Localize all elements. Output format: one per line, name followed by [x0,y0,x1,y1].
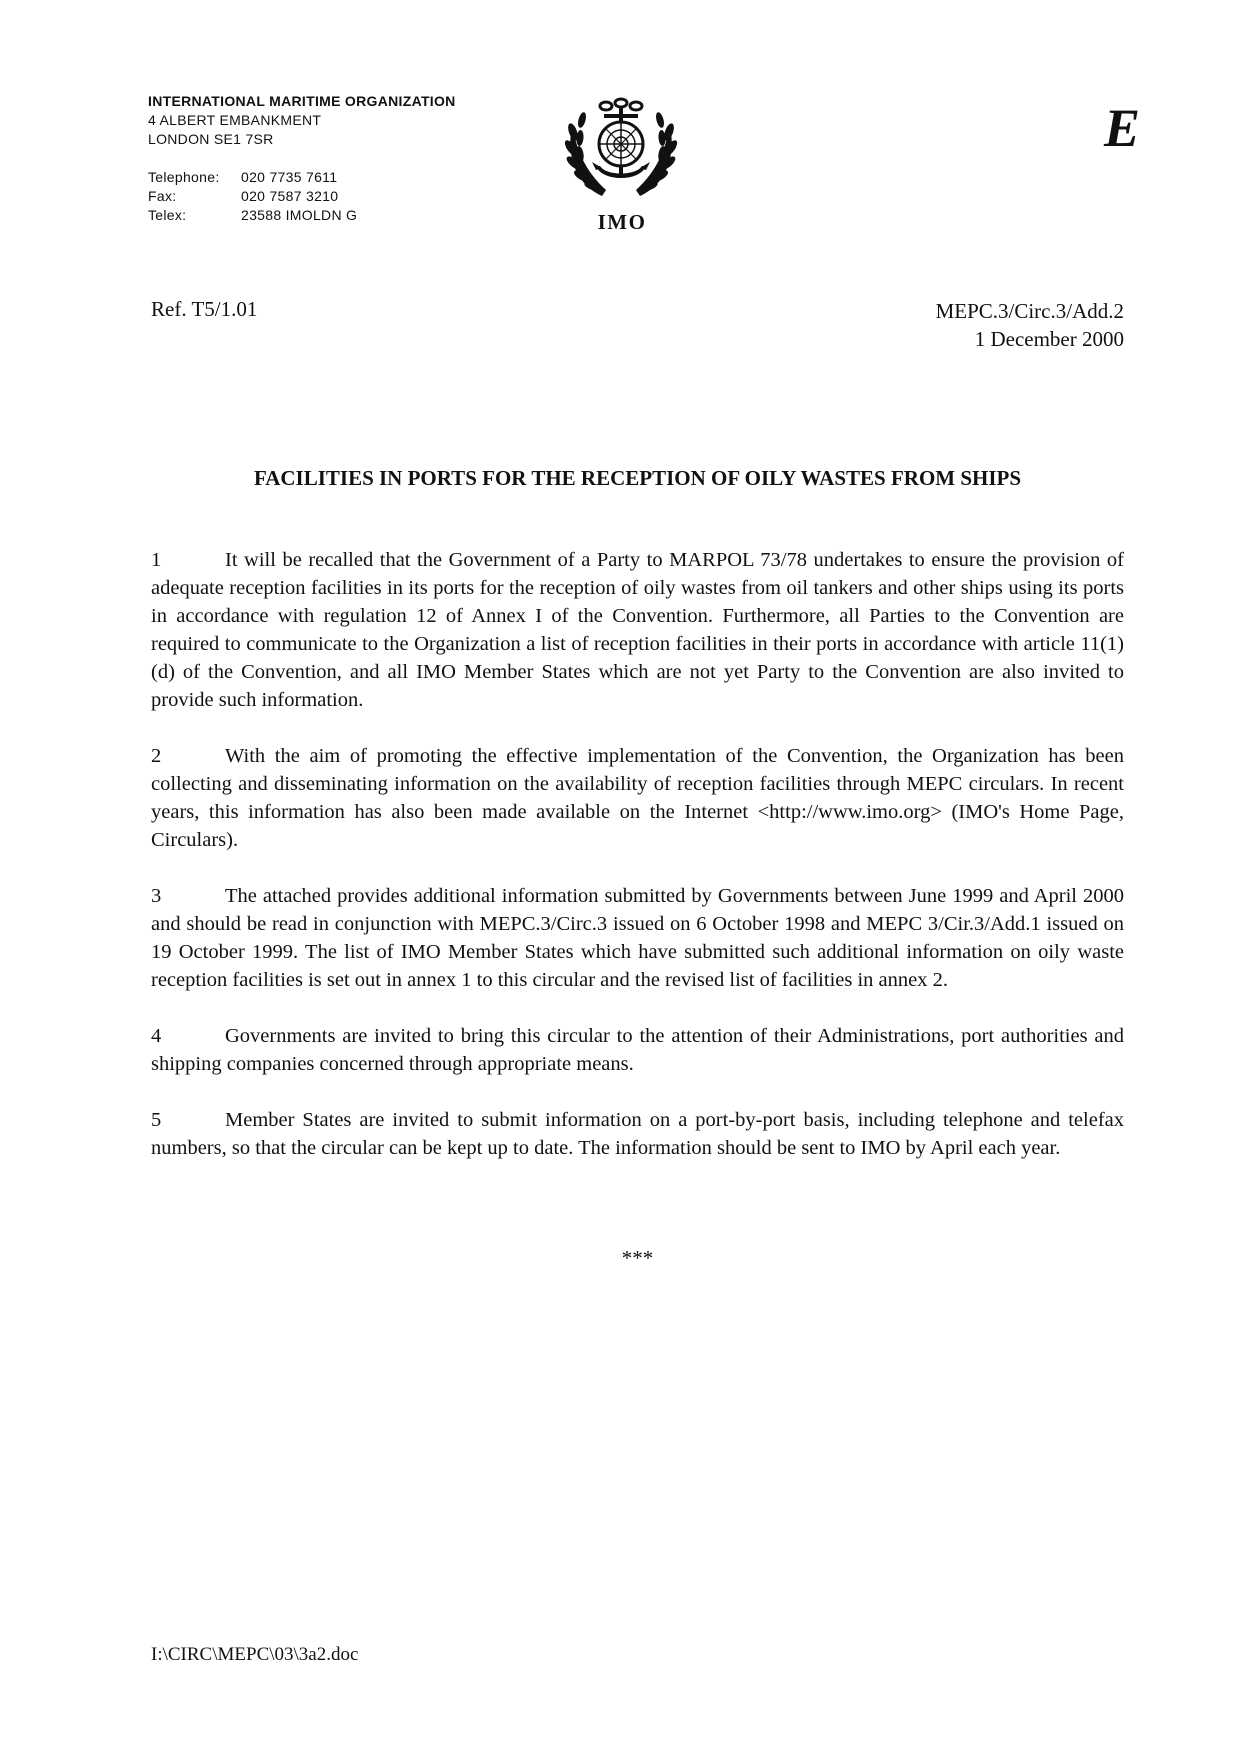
document-title: FACILITIES IN PORTS FOR THE RECEPTION OF OILY WASTES FROM SHIPS [253,466,1022,490]
paragraph-number: 4 [151,1025,162,1047]
contact-row-telephone [148,168,456,187]
paragraph-text: It will be recalled that the Government of a Party to MARPOL 73/78 undertakes to ensure the provision of adequate reception facilities in its ports for the reception of oily wastes from oil tankers and other ships using its ports in accordance with regulation 12 of Annex I of the Convention. Furthermore, all Parties to the Convention are required to communicate to the Organization a list of reception facilities in their ports in accordance with article 11(1)(d) of the Convention, and all IMO Member States which are not yet Party to the Convention are also invited to provide such information. [151,549,1124,711]
paragraph [151,882,1124,994]
language-code: E [1103,98,1140,158]
paragraph-text: Member States are invited to submit information on a port-by-port basis, including telephone and telefax numbers, so that the circular can be kept up to date. The information should be sent to IMO by April each year. [151,1109,1124,1159]
paragraph-text: The attached provides additional information submitted by Governments between June 1999 and April 2000 and should be read in conjunction with MEPC.3/Circ.3 issued on 6 October 1998 and MEPC 3/Cir.3/Add.1 issued on 19 October 1999. The list of IMO Member States which have submitted such additional information on oily waste reception facilities is set out in annex 1 to this circular and the revised list of facilities in annex 2. [151,885,1124,991]
contact-value: 020 7735 7611 [241,169,338,185]
paragraph [151,1106,1124,1162]
address-line-1: 4 ALBERT EMBANKMENT [148,112,322,128]
address-line-2: LONDON SE1 7SR [148,131,274,147]
contact-label: Telex: [148,207,187,223]
paragraph [151,546,1124,714]
document-symbol: MEPC.3/Circ.3/Add.2 [935,299,1124,323]
contact-value: 23588 IMOLDN G [241,207,358,223]
paragraph [151,1022,1124,1078]
paragraph [151,742,1124,854]
paragraph-number: 1 [151,549,162,571]
section-separator: *** [621,1246,654,1270]
paragraph-number: 2 [151,745,162,767]
paragraph-number: 5 [151,1109,162,1131]
paragraph-text: With the aim of promoting the effective implementation of the Convention, the Organization has been collecting and disseminating information on the availability of reception facilities through MEPC circulars. In recent years, this information has also been made available on the Internet <http://www.imo.org> (IMO's Home Page, Circulars). [151,745,1124,851]
contact-label: Telephone: [148,169,220,185]
contact-row-fax [148,187,456,206]
org-name: INTERNATIONAL MARITIME ORGANIZATION [148,93,456,109]
contact-list [148,168,456,225]
reference-number: Ref. T5/1.01 [151,297,258,321]
paragraph-number: 3 [151,885,162,907]
contact-label: Fax: [148,188,177,204]
document-id-block [936,297,1124,353]
contact-value: 020 7587 3210 [241,188,339,204]
imo-emblem-icon [562,96,680,202]
org-address-block [148,92,456,225]
paragraph-text: Governments are invited to bring this circular to the attention of their Administrations, port authorities and shipping companies concerned through appropriate means. [151,1025,1124,1075]
logo-label: IMO [597,210,647,234]
contact-row-telex [148,206,456,225]
footer-file-path: I:\CIRC\MEPC\03\3a2.doc [151,1644,359,1665]
document-date: 1 December 2000 [974,327,1124,351]
document-body [151,546,1124,1190]
